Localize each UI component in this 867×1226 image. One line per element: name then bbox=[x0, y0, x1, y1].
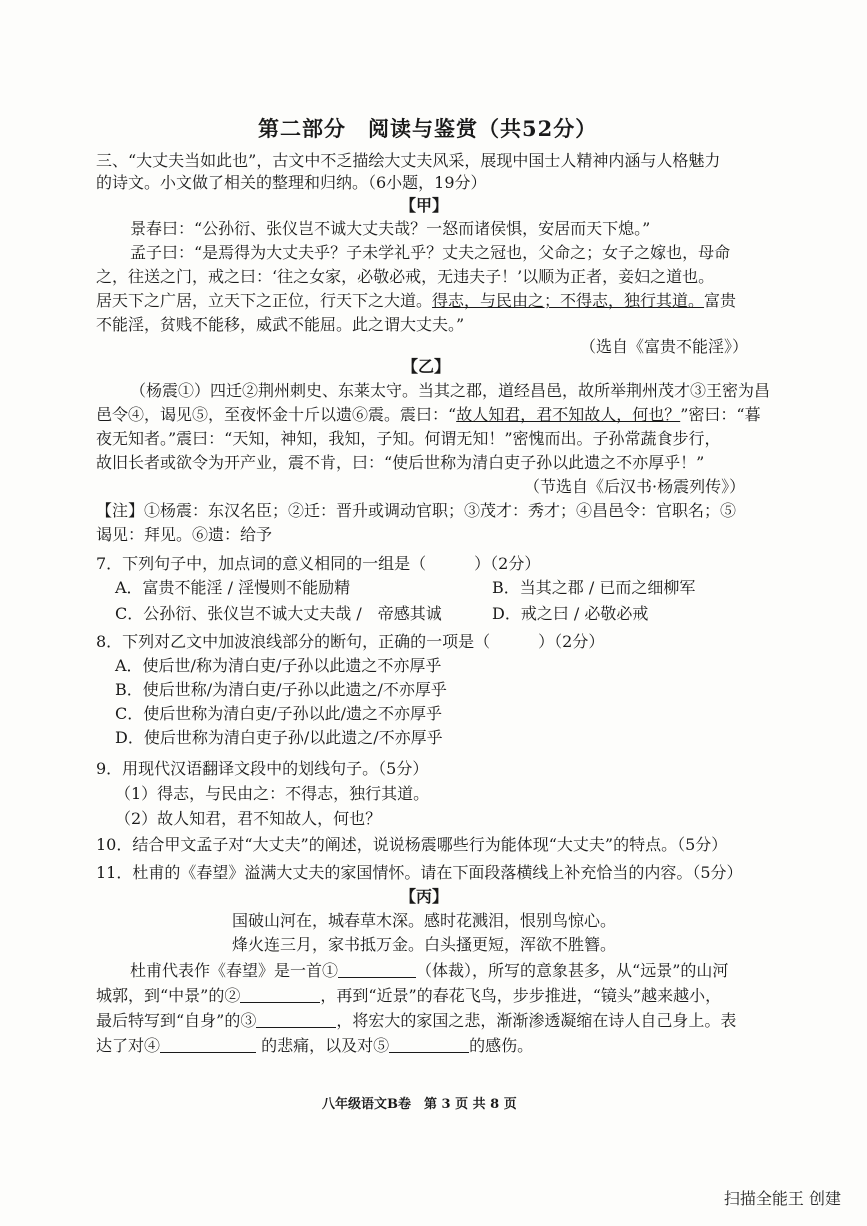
question-8-option-c: C．使后世称为清白吏/子孙以此/遗之不亦厚乎 bbox=[115, 704, 443, 723]
paragraph-text: ，再到“近景”的春花飞鸟，步步推进，“镜头”越来越小， bbox=[320, 986, 722, 1005]
passage-yi-line: （杨震①）四迁②荆州刺史、东莱太守。当其之郡，道经昌邑，故所举荆州茂才③王密为昌 bbox=[130, 381, 771, 400]
fill-in-paragraph-line bbox=[96, 1010, 736, 1032]
scanner-watermark: 扫描全能王 创建 bbox=[723, 1189, 841, 1208]
passage-yi-line: 夜无知者。”震曰：“天知，神知，我知，子知。何谓无知！”密愧而出。子孙常蔬食步行， bbox=[96, 429, 721, 448]
paragraph-text: 的悲痛，以及对⑤ bbox=[256, 1036, 390, 1055]
passage-jia-line bbox=[96, 290, 736, 312]
paragraph-text: ，将宏大的家国之悲，渐渐渗透凝缩在诗人自己身上。表 bbox=[336, 1011, 737, 1030]
question-10-stem: 10．结合甲文孟子对“大丈夫”的阐述，说说杨震哪些行为能体现“大丈夫”的特点。（5分） bbox=[96, 835, 728, 854]
page-footer: 八年级语文B卷 第 3 页 共 8 页 bbox=[322, 1097, 517, 1112]
passage-jia-line: 不能淫，贫贱不能移，威武不能屈。此之谓大丈夫。” bbox=[96, 315, 465, 334]
fill-in-paragraph-line bbox=[96, 1035, 533, 1057]
paragraph-text: （体裁），所写的意象甚多，从“远景”的山河 bbox=[416, 961, 729, 980]
fill-in-paragraph-line bbox=[96, 985, 721, 1007]
paragraph-text: 杜甫代表作《春望》是一首① bbox=[130, 961, 339, 980]
passage-jia-line: 景春曰：“公孙衍、张仪岂不诚大丈夫哉？一怒而诸侯惧，安居而天下熄。” bbox=[130, 219, 651, 238]
intro-text-line: 的诗文。小文做了相关的整理和归纳。（6小题，19分） bbox=[96, 173, 487, 192]
question-9-item: （1）得志，与民由之：不得志，独行其道。 bbox=[115, 784, 430, 803]
poem-line: 烽火连三月，家书抵万金。白头搔更短，浑欲不胜簪。 bbox=[232, 935, 617, 954]
passage-yi-label: 【乙】 bbox=[402, 357, 451, 376]
question-11-stem: 11．杜甫的《春望》溢满大丈夫的家国情怀。请在下面段落横线上补充恰当的内容。（5分） bbox=[96, 863, 743, 882]
passage-jia-source: （选自《富贵不能淫》） bbox=[580, 337, 749, 356]
question-8-option-a: A．使后世/称为清白吏/子孙以此遗之不亦厚乎 bbox=[115, 656, 442, 675]
question-7-option-c: C．公孙衍、张仪岂不诚大丈夫哉 / 帝感其诚 bbox=[115, 604, 442, 623]
poem-line: 国破山河在，城春草木深。感时花溅泪，恨别鸟惊心。 bbox=[232, 911, 617, 930]
passage-text: ”密曰：“暮 bbox=[680, 405, 761, 424]
question-9-item: （2）故人知君，君不知故人，何也？ bbox=[115, 809, 382, 828]
answer-blank-3[interactable] bbox=[256, 1011, 336, 1028]
passage-text: 富贵 bbox=[704, 291, 737, 310]
fill-in-paragraph-line bbox=[130, 960, 728, 982]
paragraph-text: 最后特写到“自身”的③ bbox=[96, 1011, 257, 1030]
answer-blank-1[interactable] bbox=[338, 961, 416, 978]
question-7-stem: 7．下列句子中，加点词的意义相同的一组是（ ）（2分） bbox=[96, 554, 541, 573]
question-7-option-d: D．戒之曰 / 必敬必戒 bbox=[492, 604, 649, 623]
passage-yi-source: （节选自《后汉书·杨震列传》） bbox=[524, 477, 746, 496]
passage-yi-line bbox=[96, 404, 761, 426]
passage-jia-line: 之，往送之门，戒之曰：‘往之女家，必敬必戒，无违夫子！’以顺为正者，妾妇之道也。 bbox=[96, 267, 715, 286]
passage-jia-label: 【甲】 bbox=[400, 196, 449, 215]
passage-bing-label: 【丙】 bbox=[400, 887, 449, 906]
answer-blank-4[interactable] bbox=[160, 1036, 256, 1053]
paragraph-text: 城郭，到“中景”的② bbox=[96, 986, 241, 1005]
question-9-stem: 9．用现代汉语翻译文段中的划线句子。（5分） bbox=[96, 759, 429, 778]
question-8-option-b: B．使后世称/为清白吏/子孙以此遗之/不亦厚乎 bbox=[115, 680, 447, 699]
section-title: 第二部分 阅读与鉴赏（共52分） bbox=[258, 116, 598, 141]
passage-jia-line: 孟子曰：“是焉得为大丈夫乎？子未学礼乎？丈夫之冠也，父命之；女子之嫁也，母命 bbox=[130, 243, 731, 262]
passage-text: 邑令④，谒见⑤，至夜怀金十斤以遗⑥震。震曰：“ bbox=[96, 405, 457, 424]
question-7-option-b: B．当其之郡 / 已而之细柳军 bbox=[492, 578, 696, 597]
paragraph-text: 的感伤。 bbox=[469, 1036, 534, 1055]
underlined-sentence: 得志，与民由之；不得志，独行其道。 bbox=[432, 291, 705, 310]
passage-text: 居天下之广居，立天下之正位，行天下之大道。 bbox=[96, 291, 433, 310]
question-8-stem: 8．下列对乙文中加波浪线部分的断句，正确的一项是（ ）（2分） bbox=[96, 632, 605, 651]
paragraph-text: 达了对④ bbox=[96, 1036, 161, 1055]
annotation-line: 【注】①杨震：东汉名臣；②迁：晋升或调动官职；③茂才：秀才；④昌邑令：官职名；⑤ bbox=[96, 501, 737, 520]
underlined-sentence: 故人知君，君不知故人，何也？ bbox=[456, 405, 681, 424]
annotation-line: 谒见：拜见。⑥遗：给予 bbox=[96, 525, 273, 544]
question-8-option-d: D．使后世称为清白吏子孙/以此遗之/不亦厚乎 bbox=[115, 728, 443, 747]
intro-text-line: 三、“大丈夫当如此也”，古文中不乏描绘大丈夫风采，展现中国士人精神内涵与人格魅力 bbox=[96, 151, 721, 170]
question-7-option-a: A．富贵不能淫 / 淫慢则不能励精 bbox=[115, 578, 351, 597]
answer-blank-2[interactable] bbox=[240, 986, 320, 1003]
answer-blank-5[interactable] bbox=[389, 1036, 469, 1053]
passage-yi-line: 故旧长者或欲令为开产业，震不肯，曰：“使后世称为清白吏子孙以此遗之不亦厚乎！” bbox=[96, 453, 705, 472]
